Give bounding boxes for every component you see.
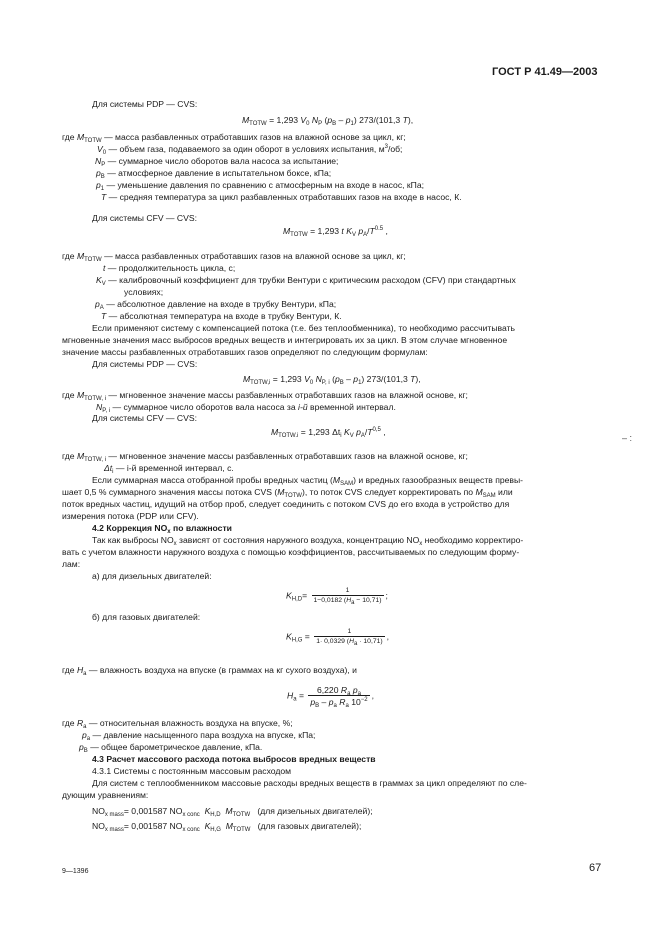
def-ha: где $H_a$ — влажность воздуха на впуске (в граммах на кг сухого воздуха), и [62, 665, 357, 677]
formula-cfv-total: $M_{TOTW} = 1,293$ t $K_V$ $p_A/T^{0.5}$ , [283, 226, 388, 238]
section-4-3-1: 4.3.1 Системы с постоянным массовым расходом [92, 766, 292, 776]
def-dt: $\Delta t_i$ — i-й временной интервал, с. [104, 463, 234, 475]
page-number: 67 [589, 862, 602, 874]
formula-pdp-instant: $M_{TOTW,i} = 1,293$ $V_0$ $N_{P, i}$ $(p_B - p_1)$ 273/(101,3 T), [243, 374, 421, 386]
def-mtotw-i: где $M_{TOTW, i}$ — мгновенное значение массы разбавленных отработавших газов на влажной основе, кг; [62, 390, 468, 402]
sec42-para-2: вать с учетом влажности наружного воздуха с помощью коэффициентов, рассчитываемых по следующим форму- [62, 547, 520, 557]
def-pb: $p_B$ — атмосферное давление в испытательном боксе, кПа; [96, 168, 332, 180]
def-t-cycle: t — продолжительность цикла, с; [103, 263, 236, 273]
def-pa: $p_A$ — абсолютное давление на входе в трубку Вентури, кПа; [95, 299, 337, 311]
para-compensation-1: Если применяют систему с компенсацией потока (т.е. без теплообменника), то необходимо рассчитывать [92, 323, 515, 333]
formula-khg: $K_{H,G}$ = $\frac{1}{1\cdot 0,0329 (H_a \cdot 10,71)}$ , [286, 628, 390, 648]
para-sam-1: Если суммарная масса отобранной пробы вредных частиц $(M_{SAM})$ и вредных газообразных веществ превы- [92, 475, 524, 487]
def-np: $N_P$ — суммарное число оборотов вала насоса за испытание; [95, 156, 339, 168]
formula-khd: $K_{H,D}=$ $\frac{1}{1-0,0182 (H_a - 10,71)}$ ; [286, 587, 388, 607]
formula-nox-diesel: $NO_{x mass}= 0,001587$ $NO_{x conc}$ $K_{H,D}$ $M_{TOTW}$ (для дизельных двигателей); [92, 806, 373, 818]
standard-header: ГОСТ Р 41.49—2003 [492, 66, 598, 78]
sec42-diesel-label: а) для дизельных двигателей: [92, 571, 212, 581]
def-pb-total: $p_B$ — общее барометрическое давление, кПа. [79, 742, 263, 754]
def-t-abs: T — абсолютная температура на входе в трубку Вентури, К. [101, 311, 342, 321]
para-sam-2: шает 0,5 % суммарного значения массы потока CVS $(M_{TOTW})$, то поток CVS следует корректировать по $M_{SAM}$ или [62, 487, 513, 499]
formula-ha: $H_a$ = $\frac{6,220 R_a p_a}{p_B - p_a R_a 10^{-2}}$ , [287, 685, 374, 710]
def-np-i: $N_{P, i}$ — суммарное число оборотов вала насоса за i-й временной интервал. [96, 402, 396, 414]
def-kv: $K_V$ — калибровочный коэффициент для трубки Вентури с критическим расходом (CFV) при стандартных [96, 275, 516, 287]
sec42-para-1: Так как выбросы $NO_x$ зависят от состояния наружного воздуха, концентрацию $NO_x$ необходимо корректиро- [92, 535, 524, 547]
def-kv-cont: условиях; [124, 287, 164, 297]
pdp-label: Для системы PDP — CVS: [92, 99, 198, 109]
def-v0: $V_0$ — объем газа, подаваемого за один оборот в условиях испытания, $м^3/об$; [97, 144, 403, 156]
footer-code: 9—1396 [62, 868, 89, 875]
def-t: T — средняя температура за цикл разбавленных отработавших газов на входе в насос, К. [101, 192, 462, 202]
formula-nox-gas: $NO_{x mass}= 0,001587$ $NO_{x conc}$ $K_{H,G}$ $M_{TOTW}$ (для газовых двигателей); [92, 821, 362, 833]
para-sam-4: измерения потока (PDP или CFV). [62, 511, 199, 521]
sec43-para-1: Для систем с теплообменником массовые расходы вредных веществ в граммах за цикл определяют по сле- [92, 778, 527, 788]
def-p1: $p_1$ — уменьшение давления по сравнению с атмосферным на входе в насос, кПа; [96, 180, 425, 192]
cfv-label-2: Для системы CFV — CVS: [92, 413, 197, 423]
def-pa-sat: $p_a$ — давление насыщенного пара воздуха на впуске, кПа; [82, 730, 316, 742]
def-mtotw-cfv: где $M_{TOTW}$ — масса разбавленных отработавших газов на влажной основе за цикл, кг; [62, 251, 406, 263]
cfv-label: Для системы CFV — CVS: [92, 213, 197, 223]
para-sam-3: поток вредных частиц, идущий на отбор проб, следует соединить с потоком CVS до его входа в устройство для [62, 499, 510, 509]
para-compensation-2: мгновенные значения масс выбросов вредных веществ и интегрировать их за цикл. В этом случае мгновенное [62, 335, 508, 345]
para-compensation-3: значение массы разбавленных отработавших газов определяют по следующим формулам: [62, 347, 428, 357]
section-4-3-title: 4.3 Расчет массового расхода потока выбросов вредных веществ [92, 754, 376, 764]
sec42-para-3: лам: [62, 559, 81, 569]
pdp-label-2: Для системы PDP — CVS: [92, 359, 198, 369]
sec43-para-2: дующим уравнениям: [62, 790, 149, 800]
def-mtotw: где $M_{TOTW}$ — масса разбавленных отработавших газов на влажной основе за цикл, кг; [62, 132, 406, 144]
margin-mark: – : [622, 433, 633, 443]
formula-cfv-instant: $M_{TOTW.i} = 1,293$ $\Delta t_i$ $K_V$ $p_A/T^{0,5}$ , [271, 427, 386, 439]
sec42-gas-label: б) для газовых двигателей: [92, 612, 201, 622]
def-ra: где $R_a$ — относительная влажность воздуха на впуске, %; [62, 718, 293, 730]
def-mtotw-i-cfv: где $M_{TOTW, i}$ — мгновенное значение массы разбавленных отработавших газов на влажной основе, кг; [62, 451, 468, 463]
formula-pdp-total: $M_{TOTW} = 1,293$ $V_0$ $N_P$ $(p_B - p_1)$ 273/(101,3 T), [242, 115, 414, 127]
section-4-2-title: 4.2 Коррекция $NO_x$ по влажности [92, 523, 232, 535]
